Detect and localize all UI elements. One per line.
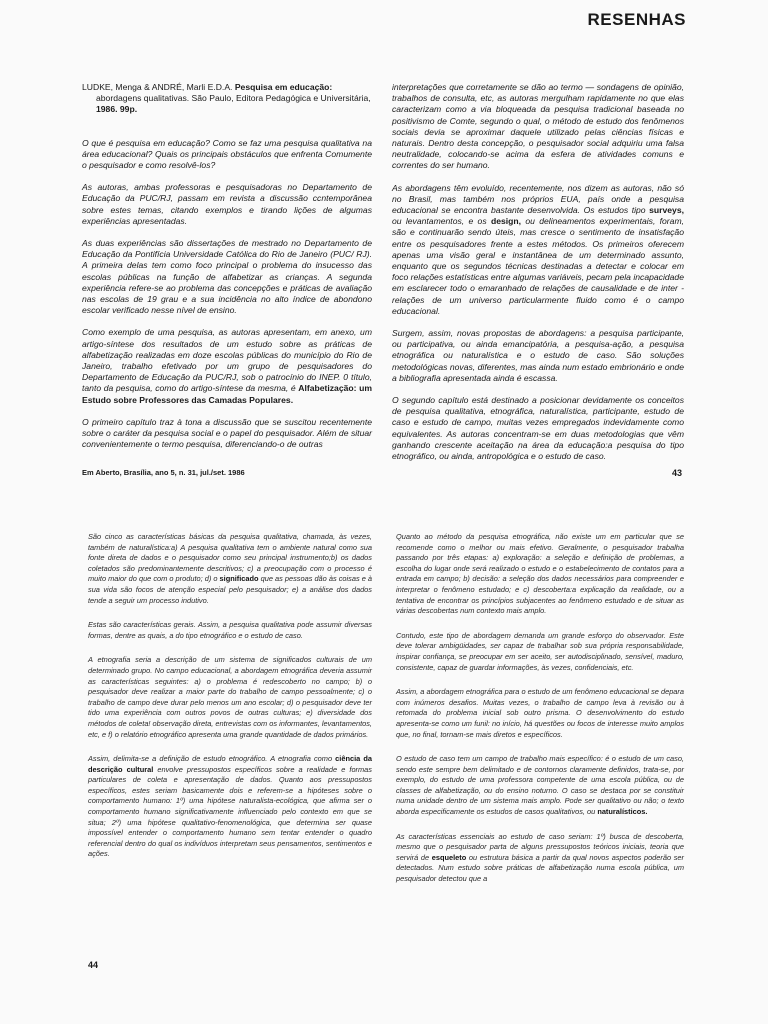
paragraph-text: que as pessoas dão às coisas e à sua vida são focos de atenção especial pelo pesquisador; e) a análise dos dados tende a seguir um processo indutivo. xyxy=(88,574,372,605)
paragraph: As duas experiências são dissertações de mestrado no Departamento de Educação da Pontifícia Universidade Católica do Rio de Janeiro (PUC/ RJ). A primeira delas tem como foco principal o problema do insucesso das escolas públicas na função de alfabetizar as crianças. A segunda experiência refere-se ao problema das concepções e práticas de avaliação nas escolas de 19 grau e a sua incidência no alto índice de abondono escolar verificado nesse nível de ensino. xyxy=(82,238,372,316)
paragraph: Quanto ao método da pesquisa etnográfica, não existe um em particular que se recomende como o melhor ou mais efetivo. Geralmente, o pesquisador trabalha passando por três etapas: a) exploração: a seleção e definição de problemas, a escolha do lugar onde será realizado o estudo e o estabelecimento de contatos para a entrada em campo; b) decisão: a seleção dos dados necessários para compreender e interpretar o fenômeno estudado; e c) descoberta:a explicação da realidade, ou a tentativa de encontrar os princípios subjacentes ao fenômeno estudado e de situar as várias descobertas num contexto mais amplo. xyxy=(396,532,684,616)
paragraph-text: São cinco as características básicas da pesquisa qualitativa, chamada, às vezes, também de naturalística:a) A pesquisa qualitativa tem o ambiente natural como sua fonte direta de dados e o pesquisador como seu principal instrumento;b) os dados coletados são predominantemente descritivos; c) a preocupação com o processo é muito maior do que com o produto; d) o xyxy=(88,532,372,584)
page-number: 43 xyxy=(671,468,682,478)
reference-title: Pesquisa em educação: xyxy=(234,82,333,92)
paragraph: O que é pesquisa em educação? Como se faz uma pesquisa qualitativa na área educacional? Quais os principais obstáculos que enfrenta Comumente o pesquisador e como resolvê-los? xyxy=(82,137,372,171)
emphasis-term: ciência da descrição cultural xyxy=(88,754,372,774)
paragraph: Surgem, assim, novas propostas de abordagens: a pesquisa participante, ou participativa, ou ainda emancipatória, a pesquisa-ação, a pesquisa etnográfica ou naturalística e o estudo de caso. São soluções metodológicas novas, diferentes, mas ainda num estado embrionário e onde a bibliografia apresentada ainda é escassa. xyxy=(392,328,684,383)
journal-footer: Em Aberto, Brasília, ano 5, n. 31, jul./set. 1986 xyxy=(82,468,245,477)
page-number: 44 xyxy=(88,960,99,970)
paragraph xyxy=(82,327,372,405)
paragraph: A etnografia seria a descrição de um sistema de significados culturais de um determinado grupo. No campo educacional, a abordagem etnográfica deveria assumir as características seguintes: a) o problema é redescoberto no campo; b) o pesquisador deve realizar a maior parte do trabalho de campo pessoalmente; c) o trabalho de campo deve durar pelo menos um ano escolar; d) o pesquisador deve ter tido uma experiência com outros povos de outras culturas; e) diversidade dos métodos de coleta! observação direta, entrevistas com os informantes, levantamentos, etc, e f) o relatório etnográfico apresenta uma grande quantidade de dados primários. xyxy=(88,655,372,739)
paragraph-text: As características essenciais ao estudo de caso seriam: 1º) busca de descoberta, mesmo que o pesquisador parta de alguns pressupostos teóricos iniciais, teoria que servirá de xyxy=(396,831,684,862)
paragraph-text: envolve pressupostos específicos sobre a realidade e formas particulares de coleta e apresentação de dados. Quanto aos pressupostos específicos, estes seriam basicamente dois e referem-se a hipóteses sobre o comportamento humano: 1º) uma hipótese naturalista-ecológica, que afirma ser o comportamento humano significativamente influenciado pelo contexto em que se situa; 2º) uma hipótese qualitativo-fenomenológica, que determina ser quase impossível entender o comportamento humano sem tentar entender o quadro referencial dentro do qual os indivíduos interpretam seus pensamentos, sentimentos e ações. xyxy=(88,764,372,859)
paragraph-text: Como exemplo de uma pesquisa, as autoras apresentam, em anexo, um artigo-síntese dos resultados de um estudo sobre as práticas de alfabetização realizadas em doze escolas públicas do município do Rio de Janeiro, trabalho efetivado por um grupo de pesquisadores do Departamento de Educação da PUC/RJ, sob o patrocínio do INEP. 0 título, tanto da pesquisa, como do artigo-síntese da mesma, é xyxy=(82,327,372,394)
paragraph: Contudo, este tipo de abordagem demanda um grande esforço do observador. Este deve tolerar ambigüidades, ser capaz de trabalhar sob sua própria responsabilidade, inspirar confiança, se preocupar em ser aceito, ser autodisciplinado, sensível, maduro, consistente, capaz de guardar informações, às vezes, confidenciais, etc. xyxy=(396,630,684,672)
page43-left-column xyxy=(82,82,372,461)
paragraph-text: ou levantamentos, e os xyxy=(392,216,491,227)
article-title: Alfabetização: um Estudo sobre Professores das Camadas Populares. xyxy=(82,383,372,405)
page44-right-column xyxy=(396,532,684,899)
emphasis-term: surveys, xyxy=(649,205,684,216)
paragraph xyxy=(396,754,684,818)
page44-left-column xyxy=(88,532,372,874)
emphasis-term: naturalísticos. xyxy=(597,807,648,817)
paragraph xyxy=(396,832,684,885)
page43-right-column xyxy=(392,82,684,473)
paragraph xyxy=(88,532,372,606)
paragraph xyxy=(88,754,372,860)
paragraph-text: ou estrutura básica a partir da qual novos aspectos poderão ser detectados. Num estudo sobre práticas de alfabetização numa escola pública, um pesquisador detectou que a xyxy=(396,852,685,884)
paragraph: O primeiro capítulo traz à tona a discussão que se suscitou recentemente sobre o caráter da pesquisa social e o papel do pesquisador. Além de situar convenientemente o termo pesquisa, diferenciando-o de outras xyxy=(82,416,372,450)
book-reference xyxy=(82,82,372,116)
paragraph: As autoras, ambas professoras e pesquisadoras no Departamento de Educação da PUC/RJ, passam em revista a discussão ccntemporânea sobre estes temas, citando exemplos e tirando lições de algumas experiências apresentadas. xyxy=(82,182,372,226)
reference-authors: LUDKE, Menga & ANDRÉ, Marli E.D.A. xyxy=(82,82,233,92)
reference-year-pages: 1986. 99p. xyxy=(96,104,138,115)
section-title: RESENHAS xyxy=(587,10,686,29)
paragraph: interpretações que corretamente se dão ao termo — sondagens de opinião, trabalhos de consulta, etc, as autoras mergulham rapidamente no que elas caracterizam como a via bloqueada da pesquisa tradicional baseada no positivismo de Comte, segundo o qual, o método de estudo dos fenômenos sociais devia se aproximar daquele utilizado pelas ciências físicas e naturais. Dentro desta concepção, o pesquisador social adquiriu uma falsa neutralidade, colocando-se acima da esfera de atividades comuns e correntes do ser humano. xyxy=(392,82,684,171)
paragraph: Assim, a abordagem etnográfica para o estudo de um fenômeno educacional se depara com inúmeros desafios. Muitas vezes, o trabalho de campo leva à revisão ou à retomada do problema inicial sob outro prisma. O desenvolvimento do estudo apresenta-se como um funil: no início, há questões ou focos de interesse muito amplos que, no final, tornam-se mais diretos e específicos. xyxy=(396,687,684,739)
emphasis-term: significado xyxy=(219,574,259,584)
reference-subtitle: abordagens qualitativas. São Paulo, Editora Pedagógica e Universitária, xyxy=(96,93,371,104)
emphasis-term: esqueleto xyxy=(431,852,467,862)
paragraph-text: ou delineamentos experimentais, foram, são e continuarão sendo úteis, mas cresce o sentimento de insatisfação entre os pesquisadores frente a estes métodos. Os primeiros oferecem apenas uma visão geral e instantânea de um determinado assunto, enquanto que os segundos técnicas destinadas a detectar e colocar em foco relações estatísticas entre algumas variáveis, pecam pela incapacidade em esclarecer todo o emaranhado de relações de causalidade e de inter -relações de um universo particularmente fluido como é o campo educacional. xyxy=(392,216,684,316)
paragraph-text: O estudo de caso tem um campo de trabalho mais específico: é o estudo de um caso, sendo este sempre bem delimitado e de contornos claramente definidos, trata-se, por exemplo, do estudo de uma professora competente de uma escola pública, ou de classes de alfabetização, ou do ensino noturno. O caso se destaca por se constituir numa unidade dentro de um sistema mais amplo. Pode ser qualitativo ou não; o texto aborda especificamente os estudos de casos qualitativos, ou xyxy=(396,754,684,817)
paragraph: O segundo capítulo está destinado a posicionar devidamente os conceitos de pesquisa qualitativa, etnográfica, naturalística, participante, estudo de caso e estudo de campo, muitas vezes empregados indevidamente como equivalentes. As autoras concentram-se em duas metodologias que vêm ganhando crescente aceitação na área da educação:a pesquisa do tipo etnográfico, ou ainda, antropológica e o estudo de caso. xyxy=(392,395,684,462)
emphasis-term: design, xyxy=(490,216,522,227)
paragraph-text: As abordagens têm evoluído, recentemente, nos dizem as autoras, não só no Brasil, mas também nos próprios EUA, país onde a pesquisa educacional se encontra bastante desenvolvida. Os estudos tipo xyxy=(392,182,684,216)
paragraph xyxy=(392,183,684,317)
paragraph: Estas são características gerais. Assim, a pesquisa qualitativa pode assumir diversas formas, dentre as quais, a do tipo etnográfico e o estudo de caso. xyxy=(88,620,372,640)
paragraph-text: Assim, delimita-se a definição de estudo etnográfico. A etnografia como xyxy=(88,754,336,764)
